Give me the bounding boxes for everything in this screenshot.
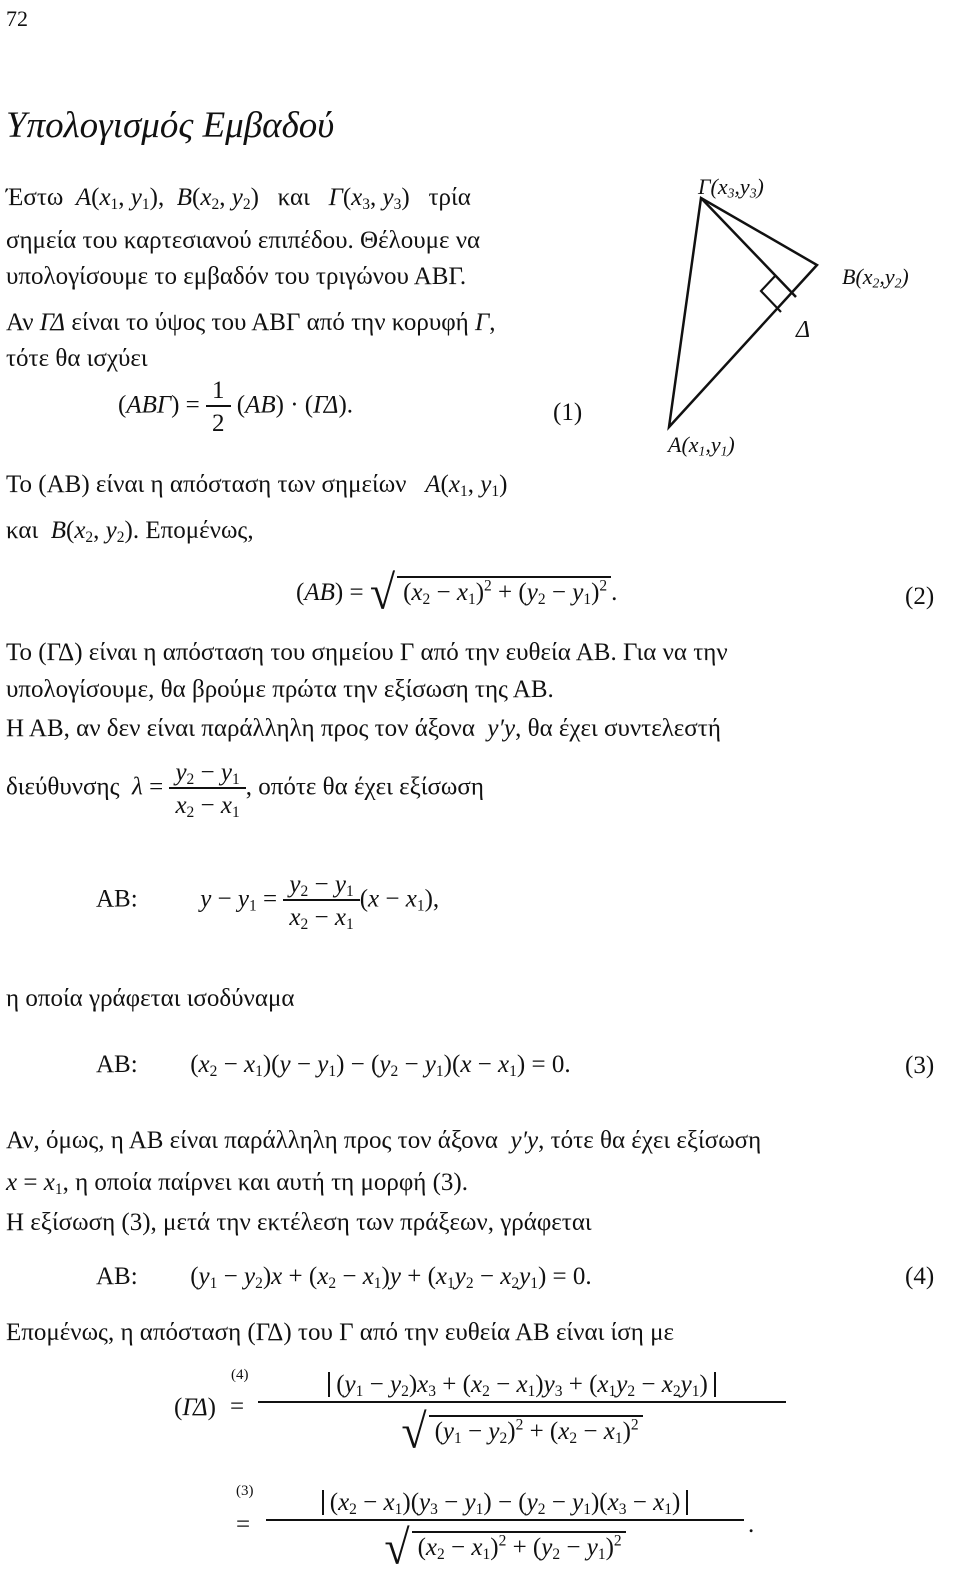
p3-end: . Επομένως, — [132, 517, 254, 544]
distance-fraction-1: $(y_1 - y_2)x_3 + (x_2 - x_1)y_3 + (x_1y_2 - x_2y_1)$ √ $(y_1 - y_2)^2 + (x_2 - x_1)^2$ — [258, 1372, 786, 1455]
p3-line2: και $B(x_2$, $y_2$). Επομένως, — [6, 517, 254, 546]
over-ref-4: (4) — [231, 1367, 249, 1383]
p5-text-d: , οπότε θα έχει εξίσωση — [245, 773, 484, 801]
p3-and: και — [6, 517, 39, 544]
ab-label: ΑΒ: — [96, 885, 138, 913]
p5-line1: Η ΑΒ, αν δεν είναι παράλληλη προς τον άξονα y′y, θα έχει συντελεστή — [6, 715, 721, 742]
equation-4: ΑΒ: $(y_1 - y_2)x + (x_2 - x_1)y + (x_1y_2 - x_2y_1) = 0$. — [96, 1263, 592, 1292]
eq4-tag: (4) — [905, 1263, 935, 1290]
equals-2: = — [236, 1511, 251, 1538]
eq2-tag: (2) — [905, 583, 935, 610]
section-title: Υπολογισμός Εμβαδού — [6, 105, 335, 146]
p6: η οποία γράφεται ισοδύναμα — [6, 985, 295, 1012]
p3-line1: Το (ΑΒ) είναι η απόσταση των σημείων $A(x_1$, $y_1$) — [6, 471, 508, 500]
altitude-gamma-delta — [701, 198, 796, 297]
equals-1: = — [230, 1393, 245, 1420]
p9: Επομένως, η απόσταση (ΓΔ) του Γ από την ευθεία ΑΒ είναι ίση με — [6, 1319, 674, 1346]
p5-text-b: , θα έχει συντελεστή — [515, 715, 721, 742]
p5-line2: διεύθυνσης λ = $\frac{y_2 - y_1}{x_2 - x_1}$ , οπότε θα έχει εξίσωση — [6, 759, 484, 821]
final-period: . — [748, 1511, 755, 1538]
p7-text-c: , η οποία παίρνει και αυτή τη μορφή (3). — [62, 1169, 468, 1196]
label-b: $B(x_2,y_2)$ — [842, 264, 909, 291]
eq3-tag: (3) — [905, 1052, 935, 1079]
equation-2: (AB) = √ $(x_2 - x_1)^2 + (y_2 - y_1)^2$ . — [296, 565, 618, 620]
page-number: 72 — [6, 6, 28, 31]
p7-text-a: Αν, όμως, η ΑΒ είναι παράλληλη προς τον άξονα — [6, 1127, 498, 1154]
p2-text-b: είναι το ύψος του ΑΒΓ από την κορυφή — [71, 309, 469, 336]
triangle-abg — [669, 198, 817, 427]
p1-line1: Έστω $A(x_1$, $y_1$), $B(x_2$, $y_2$) και $\Gamma(x_3$, $y_3$) τρία — [6, 184, 471, 213]
ab-label: ΑΒ: — [96, 1051, 138, 1078]
label-a: $A(x_1,y_1)$ — [668, 432, 735, 459]
p7-text-b: , τότε θα έχει εξίσωση — [538, 1127, 762, 1154]
p8: Η εξίσωση (3), μετά την εκτέλεση των πράξεων, γράφεται — [6, 1209, 592, 1236]
p1-line3: υπολογίσουμε το εμβαδόν του τριγώνου ΑΒΓ. — [6, 263, 467, 290]
p7-line1: Αν, όμως, η ΑΒ είναι παράλληλη προς τον άξονα y′y, τότε θα έχει εξίσωση — [6, 1127, 762, 1154]
distance-lhs: (ΓΔ) — [174, 1394, 216, 1421]
label-gamma: $\Gamma(x_3,y_3)$ — [698, 174, 764, 201]
equation-line-ab: ΑΒ: $y - y_1$ = $\frac{y_2 - y_1}{x_2 - x_1}$ $(x - x_1)$, — [96, 871, 440, 933]
p7-line2: $x = x_1$, η οποία παίρνει και αυτή τη μορφή (3). — [6, 1169, 468, 1198]
p1-word: Έστω — [6, 184, 64, 211]
p3-text: Το (ΑΒ) είναι η απόσταση των σημείων — [6, 471, 407, 498]
p5-text-a: Η ΑΒ, αν δεν είναι παράλληλη προς τον άξονα — [6, 715, 475, 742]
equation-1: (ΑΒΓ) = $\frac{1}{2}$ (ΑΒ) · (ΓΔ). — [118, 377, 354, 437]
over-ref-3: (3) — [236, 1483, 254, 1499]
ab-label: ΑΒ: — [96, 1263, 138, 1290]
p5-text-c: διεύθυνσης — [6, 773, 120, 801]
p4-line2: υπολογίσουμε, θα βρούμε πρώτα την εξίσωση της ΑΒ. — [6, 676, 554, 703]
p1-line2: σημεία του καρτεσιανού επιπέδου. Θέλουμε να — [6, 227, 481, 254]
p2-line2: τότε θα ισχύει — [6, 345, 148, 372]
p1-three: τρία — [428, 184, 471, 211]
distance-fraction-2: $(x_2 - x_1)(y_3 - y_1) - (y_2 - y_1)(x_3 - x_1)$ √ $(x_2 - x_1)^2 + (y_2 - y_1)^2$ — [266, 1490, 744, 1571]
p2-text-a: Αν — [6, 309, 34, 336]
label-delta: Δ — [796, 317, 811, 343]
eq1-tag: (1) — [553, 399, 583, 426]
p1-and: και — [277, 184, 310, 211]
equation-3: ΑΒ: $(x_2 - x_1)(y - y_1) - (y_2 - y_1)(x - x_1) = 0$. — [96, 1051, 571, 1080]
p2-line1: Αν ΓΔ είναι το ύψος του ΑΒΓ από την κορυφή Γ, — [6, 309, 496, 336]
p4-line1: Το (ΓΔ) είναι η απόσταση του σημείου Γ από την ευθεία ΑΒ. Για να την — [6, 639, 728, 666]
